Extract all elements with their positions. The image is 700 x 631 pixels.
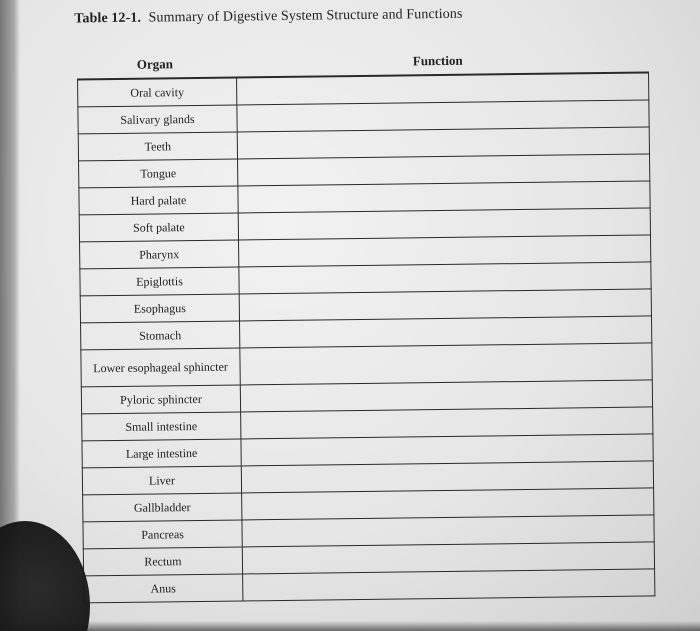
organ-cell: Esophagus: [80, 294, 239, 323]
organ-cell: Soft palate: [79, 213, 238, 242]
organ-cell: Liver: [82, 466, 241, 495]
bottom-shadow: [0, 621, 700, 631]
organ-cell: Large intestine: [82, 439, 241, 468]
organ-cell: Small intestine: [82, 412, 241, 441]
table-title: [74, 7, 462, 28]
organ-cell: Tongue: [79, 159, 238, 188]
organ-cell: Hard palate: [79, 186, 238, 215]
organ-cell: Stomach: [81, 321, 240, 350]
organ-cell: Pharynx: [80, 240, 239, 269]
organ-cell: Pancreas: [83, 520, 242, 549]
function-column-header: Function: [412, 52, 463, 69]
function-cell[interactable]: [243, 569, 655, 601]
organ-cell: Lower esophageal sphincter: [81, 348, 240, 387]
organ-cell: Teeth: [78, 132, 237, 161]
organ-column-header: Organ: [136, 56, 174, 72]
digestive-summary-table: [77, 71, 655, 603]
organ-cell: Epiglottis: [80, 267, 239, 296]
organ-cell: Gallbladder: [83, 493, 242, 522]
table-title-text: Summary of Digestive System Structure and Functions: [148, 6, 463, 26]
function-cell[interactable]: [240, 343, 652, 385]
organ-cell: Anus: [84, 574, 243, 603]
table-number: Table 12-1.: [74, 10, 142, 27]
organ-cell: Oral cavity: [78, 77, 237, 106]
organ-cell: Salivary glands: [78, 105, 237, 134]
table-row: [84, 569, 655, 603]
organ-cell: Pyloric sphincter: [81, 385, 240, 414]
organ-cell: Rectum: [83, 547, 242, 576]
